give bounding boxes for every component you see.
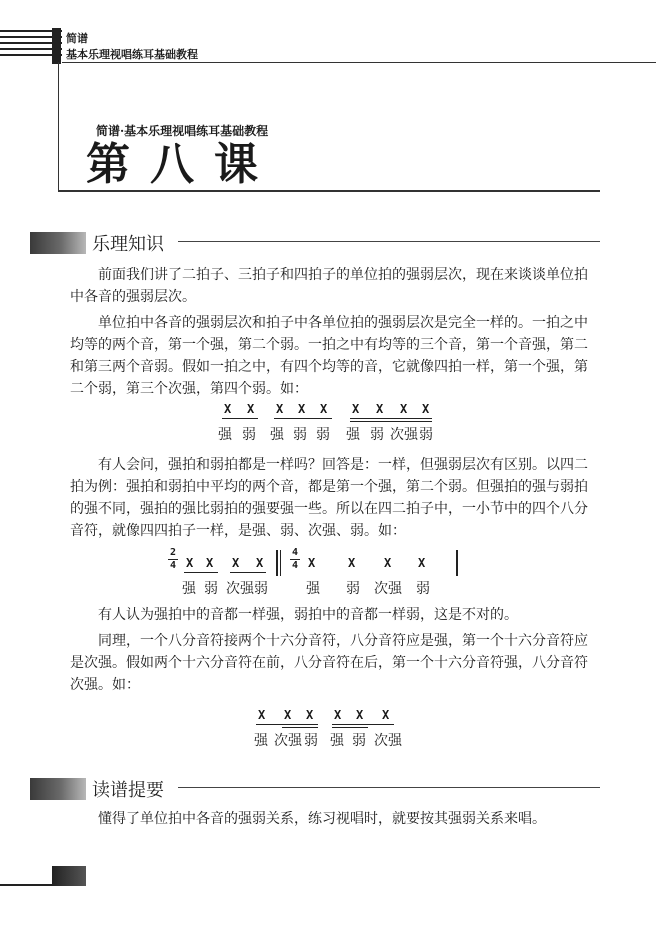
note: X	[418, 556, 426, 570]
theory-text-3	[70, 604, 600, 696]
note: X	[308, 556, 316, 570]
lyric: 强	[218, 427, 232, 443]
note: X	[334, 708, 342, 722]
beam	[256, 724, 318, 725]
time-signature-2-4: 2 4	[169, 547, 177, 571]
beam	[332, 727, 368, 728]
note: X	[258, 708, 266, 722]
note: X	[256, 556, 264, 570]
section-bar-reading	[30, 778, 86, 800]
theory-text-2	[70, 454, 600, 542]
footer-line	[0, 884, 60, 886]
barline	[456, 550, 458, 576]
note: X	[276, 402, 284, 416]
footer-page-block	[52, 866, 86, 886]
paragraph: 前面我们讲了二拍子、三拍子和四拍子的单位拍的强弱层次，现在来谈谈单位拍中各音的强弱层次。	[70, 267, 588, 305]
lyric: 弱	[293, 427, 307, 443]
note: X	[306, 708, 314, 722]
lyric: 强	[254, 733, 268, 749]
lyric: 弱	[352, 733, 366, 749]
double-barline	[280, 550, 281, 576]
lyric: 弱	[204, 581, 218, 597]
section-title-theory: 乐理知识	[92, 234, 164, 255]
note: X	[384, 556, 392, 570]
lesson-title: 第八课	[86, 139, 278, 190]
running-header-series: 简谱	[66, 32, 88, 45]
lyric: 次强	[374, 581, 402, 597]
double-barline	[276, 550, 278, 576]
paragraph: 单位拍中各音的强弱层次和拍子中各单位拍的强弱层次是完全一样的。一拍之中均等的两个音，第一个强，第二个弱。一拍之中有均等的三个音，第一个音强，第二和第三两个音弱。假如一拍之中，有四个均等的音，它就像四拍一样，第一个强，第二个弱，第三个次强，第四个弱。如：	[70, 315, 588, 397]
notation-example-3	[250, 706, 420, 754]
beam	[350, 421, 432, 422]
note: X	[224, 402, 232, 416]
lyric: 弱	[304, 733, 318, 749]
lyric: 弱	[416, 581, 430, 597]
beam	[350, 418, 432, 419]
beam	[274, 418, 332, 419]
beam	[184, 572, 218, 573]
paragraph: 有人会问，强拍和弱拍都是一样吗？回答是：一样，但强弱层次有区别。以四二拍为例：强拍和弱拍中平均的两个音，都是第一个强，第二个弱。但强拍的强与弱拍的强不同，强拍的强比弱拍的强要强一些。所以在四二拍子中，一小节中的四个八分音符，就像四四拍子一样，是强、弱、次强、弱。如：	[70, 457, 588, 539]
note: X	[247, 402, 255, 416]
note: X	[348, 556, 356, 570]
lyric: 弱	[242, 427, 256, 443]
note: X	[382, 708, 390, 722]
beam	[222, 418, 258, 419]
lyric: 次强	[226, 581, 254, 597]
reading-text	[70, 808, 600, 830]
theory-text-1	[70, 264, 600, 400]
lyric: 强	[270, 427, 284, 443]
paragraph: 同理，一个八分音符接两个十六分音符，八分音符应是强，第一个十六分音符应是次强。假如两个十六分音符在前，八分音符在后，第一个十六分音符强，八分音符次强。如：	[70, 633, 588, 693]
note: X	[376, 402, 384, 416]
lyric: 弱	[316, 427, 330, 443]
header-rule	[62, 62, 656, 63]
section-title-reading: 读谱提要	[92, 780, 164, 801]
lyric: 弱	[346, 581, 360, 597]
notation-example-1	[212, 398, 452, 446]
beam	[230, 572, 266, 573]
note: X	[352, 402, 360, 416]
lyric: 次强	[374, 733, 402, 749]
note: X	[320, 402, 328, 416]
section-rule-reading	[178, 787, 600, 788]
lesson-subtitle: 简谱·基本乐理视唱练耳基础教程	[96, 124, 269, 138]
note: X	[422, 402, 430, 416]
note: X	[298, 402, 306, 416]
note: X	[284, 708, 292, 722]
note: X	[206, 556, 214, 570]
beam	[282, 727, 318, 728]
beam	[332, 724, 394, 725]
running-header-book: 基本乐理视唱练耳基础教程	[66, 48, 198, 61]
lyric: 弱	[254, 581, 268, 597]
note: X	[186, 556, 194, 570]
time-signature-4-4: 4 4	[291, 547, 299, 571]
lyric: 强	[346, 427, 360, 443]
header-decoration-block	[52, 28, 61, 64]
lyric: 强	[306, 581, 320, 597]
paragraph: 懂得了单位拍中各音的强弱关系，练习视唱时，就要按其强弱关系来唱。	[98, 811, 546, 827]
lyric: 强	[330, 733, 344, 749]
title-frame-left	[58, 62, 59, 190]
section-bar-theory	[30, 232, 86, 254]
note: X	[400, 402, 408, 416]
lyric: 弱	[419, 427, 433, 443]
lyric: 次强	[274, 733, 302, 749]
note: X	[356, 708, 364, 722]
title-frame-bottom	[58, 190, 600, 192]
lyric: 次强	[390, 427, 418, 443]
section-rule-theory	[178, 241, 600, 242]
lyric: 弱	[370, 427, 384, 443]
paragraph: 有人认为强拍中的音都一样强，弱拍中的音都一样弱，这是不对的。	[98, 607, 518, 623]
lyric: 强	[182, 581, 196, 597]
notation-example-2	[168, 548, 468, 600]
note: X	[232, 556, 240, 570]
